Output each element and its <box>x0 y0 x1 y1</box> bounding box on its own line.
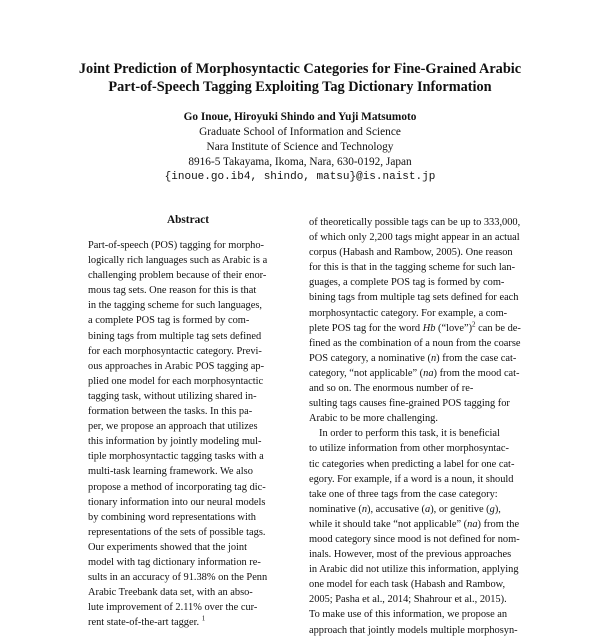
intro-body <box>309 215 532 638</box>
intro-line: in Arabic did not utilize this information, applying <box>309 564 519 576</box>
abstract-line-last: rent state-of-the-art tagger. $^1$ <box>88 615 206 629</box>
intro-line: inals. However, most of the previous approaches <box>309 549 512 561</box>
abstract-line: tagging task, without utilizing shared in- <box>88 390 257 402</box>
intro-line: take one of three tags from the case category: <box>309 488 498 500</box>
abstract-line: model with tag dictionary information re- <box>88 556 261 568</box>
intro-line: nominative (n), accusative (a), or genitive (g), <box>309 503 501 515</box>
abstract-line: tiple morphosyntactic tagging tasks with a <box>88 451 264 463</box>
abstract-line: propose a method of incorporating tag dic- <box>88 481 266 493</box>
abstract-line: plied one model for each morphosyntactic <box>88 375 264 387</box>
intro-line: approach that jointly models multiple morphosyn- <box>309 624 518 636</box>
intro-line: corpus (Habash and Rambow, 2005). One reason <box>309 247 513 259</box>
abstract-line: mous tag sets. One reason for this is that <box>88 285 257 297</box>
author-block <box>40 110 560 185</box>
title-line-2: Part-of-Speech Tagging Exploiting Tag Dictionary Information <box>108 79 492 95</box>
abstract-line: Part-of-speech (POS) tagging for morpho- <box>88 240 265 251</box>
abstract-line: in the tagging scheme for such languages, <box>88 300 262 312</box>
abstract-line: Our experiments showed that the joint <box>88 541 248 553</box>
intro-line: guages, a complete POS tag is formed by com- <box>309 277 505 289</box>
footnote-mark-2: 2 <box>472 320 476 329</box>
intro-line: egory. For example, if a word is a noun, it should <box>309 473 514 485</box>
author-names: Go Inoue, Hiroyuki Shindo and Yuji Matsumoto <box>183 111 417 123</box>
abstract-line: this information by jointly modeling mul- <box>88 436 262 448</box>
intro-line: morphosyntactic category. For example, a com- <box>309 307 508 319</box>
abstract-line: sults in an accuracy of 91.38% on the Penn <box>88 572 268 584</box>
abstract-line: a complete POS tag is formed by com- <box>88 315 250 327</box>
abstract-line: Arabic Treebank data set, with an abso- <box>88 587 253 599</box>
affiliation-line-1: Graduate School of Information and Science <box>199 126 401 138</box>
intro-line: sulting tags causes fine-grained POS tagging for <box>309 398 510 410</box>
abstract-body <box>88 238 294 630</box>
intro-line: while it should take “not applicable” (na) from the <box>309 518 520 530</box>
title-line-1: Joint Prediction of Morphosyntactic Categories for Fine-Grained Arabic <box>78 61 522 77</box>
paper-title <box>40 60 560 96</box>
intro-line: and so on. The enormous number of re- <box>309 383 474 395</box>
intro-line: bining tags from multiple tag sets defined for each <box>309 292 519 304</box>
email-line: {inoue.go.ib4, shindo, matsu}@is.naist.jp <box>164 171 436 183</box>
abstract-line: logically rich languages such as Arabic is a <box>88 255 268 267</box>
intro-line: for this is that in the tagging scheme for such lan- <box>309 262 516 274</box>
intro-line: category, “not applicable” (na) from the mood cat- <box>309 367 520 379</box>
abstract-line: per, we propose an approach that utilizes <box>88 421 258 433</box>
intro-line: In order to perform this task, it is beneficial <box>319 428 500 440</box>
intro-line: mood category since mood is not defined for nom- <box>309 533 520 545</box>
abstract-line: bining tags from multiple tag sets defined <box>88 330 262 342</box>
intro-line: one model for each task (Habash and Rambow, <box>309 579 506 591</box>
abstract-line: by combining word representations with <box>88 511 256 523</box>
footnote-mark: 1 <box>201 615 206 623</box>
intro-line: POS category, a nominative (n) from the case cat- <box>309 352 517 364</box>
abstract-line: lute improvement of 2.11% over the cur- <box>88 602 258 614</box>
intro-line: of theoretically possible tags can be up to 333,000, <box>309 217 521 228</box>
abstract-line: ous approaches in Arabic POS tagging ap- <box>88 360 265 372</box>
intro-line: To make use of this information, we propose an <box>309 609 508 621</box>
address-line: 8916-5 Takayama, Ikoma, Nara, 630-0192, Japan <box>188 156 412 168</box>
affiliation-line-2: Nara Institute of Science and Technology <box>206 141 394 153</box>
abstract-line: challenging problem because of their enor- <box>88 270 267 282</box>
intro-line: fined as the combination of a noun from the coarse <box>309 337 521 349</box>
abstract-line: representations of the sets of possible tags. <box>88 526 266 538</box>
abstract-line: multi-task learning framework. We also <box>88 466 253 478</box>
abstract-line: tionary information into our neural models <box>88 496 266 508</box>
abstract-heading: Abstract <box>166 214 210 226</box>
abstract-line: formation between the tasks. In this pa- <box>88 406 253 418</box>
intro-line: Arabic to be more challenging. <box>309 413 438 425</box>
intro-line: to utilize information from other morphosyntac- <box>309 443 509 455</box>
intro-line: 2005; Pasha et al., 2014; Shahrour et al., 2015). <box>309 594 507 606</box>
intro-line: of which only 2,200 tags might appear in an actual <box>309 232 520 244</box>
abstract-line: for each morphosyntactic category. Previ- <box>88 345 262 357</box>
intro-line: tic categories when predicting a label for one cat- <box>309 458 515 470</box>
intro-line-example-word: plete POS tag for the word Hb (“love”)$^2$ can be de- <box>309 320 521 334</box>
